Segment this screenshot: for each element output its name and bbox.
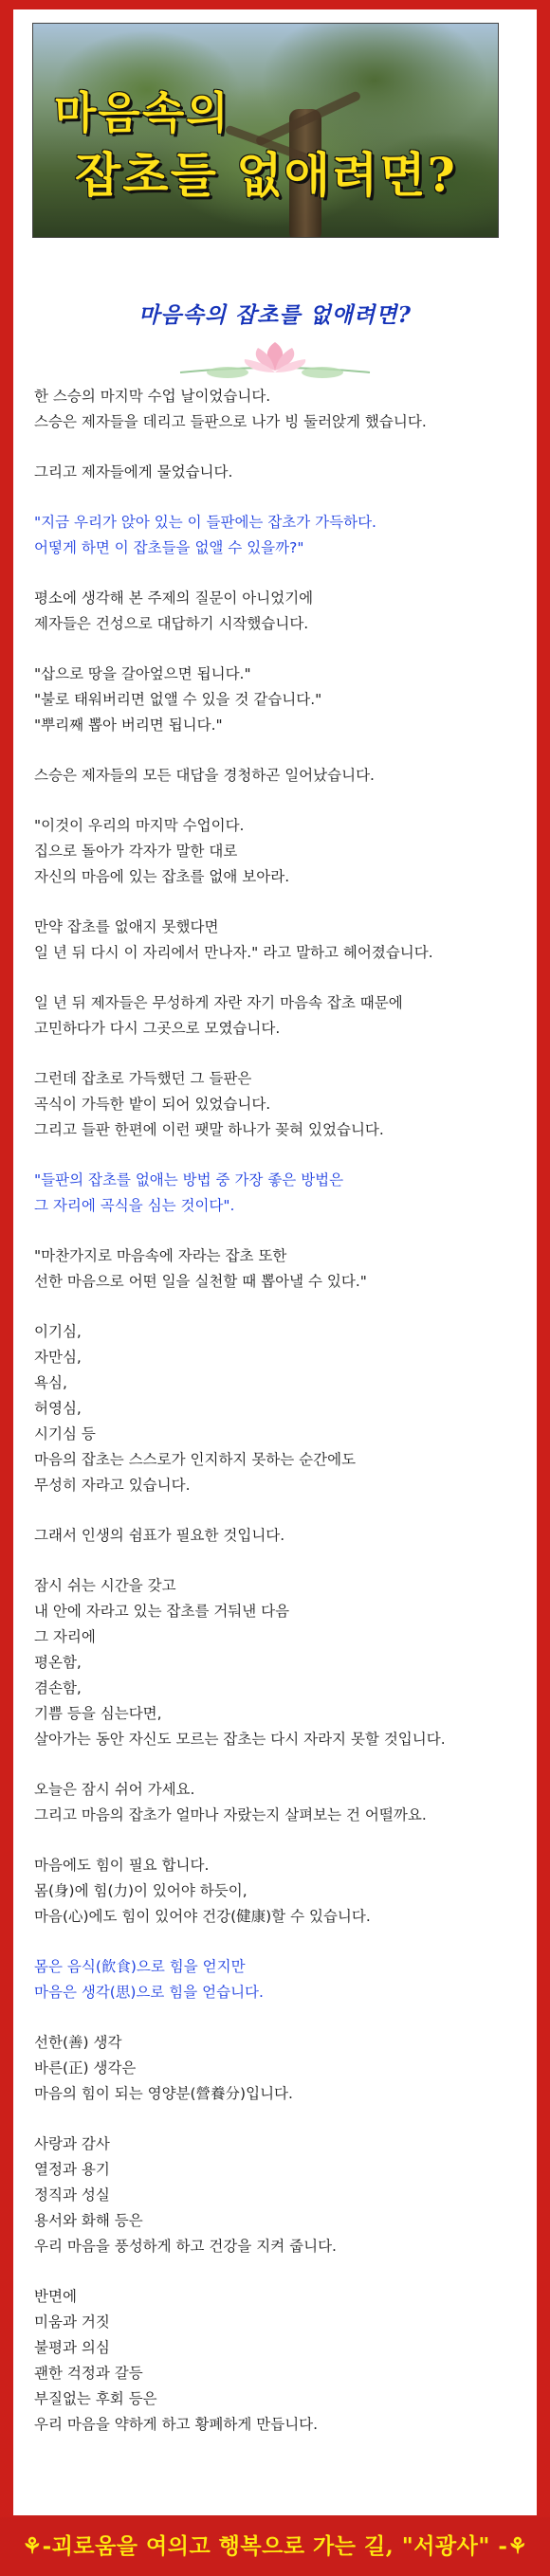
text-line: 기쁨 등을 심는다면, — [34, 1705, 162, 1722]
text-line: 부질없는 후회 등은 — [34, 2390, 157, 2407]
text-line: 그 자리에 곡식을 심는 것이다". — [34, 1197, 235, 1214]
text-line: 일 년 뒤 다시 이 자리에서 만나자." 라고 말하고 헤어졌습니다. — [34, 944, 433, 961]
paragraph — [34, 1573, 518, 1752]
paragraph — [34, 1853, 518, 1930]
paragraph — [34, 460, 518, 485]
text-line: 욕심, — [34, 1374, 67, 1391]
text-line: 만약 잡초를 없애지 못했다면 — [34, 918, 219, 935]
text-line: 허영심, — [34, 1400, 82, 1417]
footer-banner: ⚘-괴로움을 여의고 행복으로 가는 길, "서광사" -⚘ — [0, 2517, 550, 2576]
text-line: 잠시 쉬는 시간을 갖고 — [34, 1577, 176, 1594]
paragraph — [34, 1319, 518, 1498]
text-line: 어떻게 하면 이 잡초들을 없앨 수 있을까?" — [34, 539, 304, 556]
text-line: 우리 마음을 풍성하게 하고 건강을 지켜 줍니다. — [34, 2238, 337, 2255]
text-line: 마음에도 힘이 필요 합니다. — [34, 1857, 210, 1874]
hero-title-line1: 마음속의 — [54, 87, 230, 138]
text-line: 스승은 제자들을 데리고 들판으로 나가 빙 둘러앉게 했습니다. — [34, 413, 427, 430]
paragraph — [34, 1243, 518, 1295]
text-line: 마음(心)에도 힘이 있어야 건강(健康)할 수 있습니다. — [34, 1908, 371, 1925]
paragraph — [34, 763, 518, 789]
text-line: 그리고 제자들에게 물었습니다. — [34, 463, 233, 481]
text-line: 정직과 성실 — [34, 2186, 110, 2204]
text-line: 오늘은 잠시 쉬어 가세요. — [34, 1781, 195, 1798]
paragraph — [34, 990, 518, 1042]
text-line: 내 안에 자라고 있는 잡초를 거둬낸 다음 — [34, 1603, 290, 1620]
paragraph — [34, 2030, 518, 2107]
text-line: 그리고 들판 한편에 이런 팻말 하나가 꽂혀 있었습니다. — [34, 1121, 384, 1138]
text-line: "이것이 우리의 마지막 수업이다. — [34, 817, 245, 834]
text-line: 마음은 생각(思)으로 힘을 얻습니다. — [34, 1984, 264, 2001]
text-line: 선한 마음으로 어떤 일을 실천할 때 뽑아낼 수 있다." — [34, 1273, 367, 1290]
text-line: 사랑과 감사 — [34, 2135, 110, 2152]
text-line: 불평과 의심 — [34, 2339, 110, 2356]
text-line: 몸(身)에 힘(力)이 있어야 하듯이, — [34, 1882, 248, 1899]
paragraph — [34, 915, 518, 966]
text-line: 용서와 화해 등은 — [34, 2212, 143, 2229]
text-line: 반면에 — [34, 2288, 77, 2305]
text-line: 몸은 음식(飮食)으로 힘을 얻지만 — [34, 1958, 246, 1975]
hero-image — [32, 23, 499, 238]
text-line: 선한(善) 생각 — [34, 2034, 122, 2051]
text-line: 살아가는 동안 자신도 모르는 잡초는 다시 자라지 못할 것입니다. — [34, 1731, 446, 1748]
text-line: "삽으로 땅을 갈아엎으면 됩니다." — [34, 665, 251, 682]
text-line: 미움과 거짓 — [34, 2313, 110, 2331]
paragraph — [34, 2132, 518, 2259]
text-line: 겸손함, — [34, 1679, 82, 1696]
paragraph — [34, 1777, 518, 1828]
text-line: 일 년 뒤 제자들은 무성하게 자란 자기 마음속 잡초 때문에 — [34, 994, 403, 1011]
text-line: 자만심, — [34, 1349, 82, 1366]
text-line: 곡식이 가득한 밭이 되어 있었습니다. — [34, 1096, 271, 1113]
text-line: 평소에 생각해 본 주제의 질문이 아니었기에 — [34, 590, 314, 607]
text-line: 바른(正) 생각은 — [34, 2059, 137, 2077]
text-line: 무성히 자라고 있습니다. — [34, 1477, 191, 1494]
text-line: 자신의 마음에 있는 잡초를 없애 보아라. — [34, 868, 290, 885]
lotus-ornament-icon — [171, 336, 379, 384]
paragraph — [34, 662, 518, 738]
text-line: 우리 마음을 약하게 하고 황폐하게 만듭니다. — [34, 2416, 319, 2433]
text-line: "들판의 잡초를 없애는 방법 중 가장 좋은 방법은 — [34, 1171, 344, 1188]
text-line: 한 스승의 마지막 수업 날이었습니다. — [34, 388, 271, 405]
paragraph — [34, 586, 518, 637]
text-line: 집으로 돌아가 각자가 말한 대로 — [34, 843, 238, 860]
paragraph — [34, 813, 518, 890]
text-line: 그런데 잡초로 가득했던 그 들판은 — [34, 1070, 252, 1087]
paragraph — [34, 510, 518, 561]
text-line: 열정과 용기 — [34, 2161, 110, 2178]
paragraph — [34, 1066, 518, 1143]
text-line: 그래서 인생의 쉼표가 필요한 것입니다. — [34, 1527, 285, 1544]
paragraph — [34, 384, 518, 435]
text-line: 이기심, — [34, 1323, 82, 1340]
paragraph — [34, 1168, 518, 1219]
text-line: 고민하다가 다시 그곳으로 모였습니다. — [34, 1020, 281, 1037]
text-line: 제자들은 건성으로 대답하기 시작했습니다. — [34, 615, 309, 632]
text-line: 평온함, — [34, 1654, 82, 1671]
paragraph — [34, 2284, 518, 2438]
text-line: 시기심 등 — [34, 1425, 96, 1442]
text-line: 마음의 잡초는 스스로가 인지하지 못하는 순간에도 — [34, 1451, 357, 1468]
text-line: 그리고 마음의 잡초가 얼마나 자랐는지 살펴보는 건 어떨까요. — [34, 1806, 427, 1823]
text-line: 마음의 힘이 되는 영양분(營養分)입니다. — [34, 2085, 293, 2102]
text-line: "불로 태워버리면 없앨 수 있을 것 같습니다." — [34, 691, 322, 708]
text-line: 스승은 제자들의 모든 대답을 경청하곤 일어났습니다. — [34, 767, 375, 784]
paragraph — [34, 1954, 518, 2005]
text-line: 그 자리에 — [34, 1628, 96, 1645]
page-subtitle: 마음속의 잡초를 없애려면? — [138, 302, 412, 328]
text-line: "지금 우리가 앉아 있는 이 들판에는 잡초가 가득하다. — [34, 514, 376, 531]
hero-title-line2: 잡초들 없애려면? — [75, 147, 457, 203]
text-line: "뿌리째 뽑아 버리면 됩니다." — [34, 717, 223, 734]
text-line: 괜한 걱정과 갈등 — [34, 2365, 143, 2382]
text-line: "마찬가지로 마음속에 자라는 잡초 또한 — [34, 1247, 287, 1264]
story-text — [34, 384, 518, 2462]
paragraph — [34, 1523, 518, 1549]
